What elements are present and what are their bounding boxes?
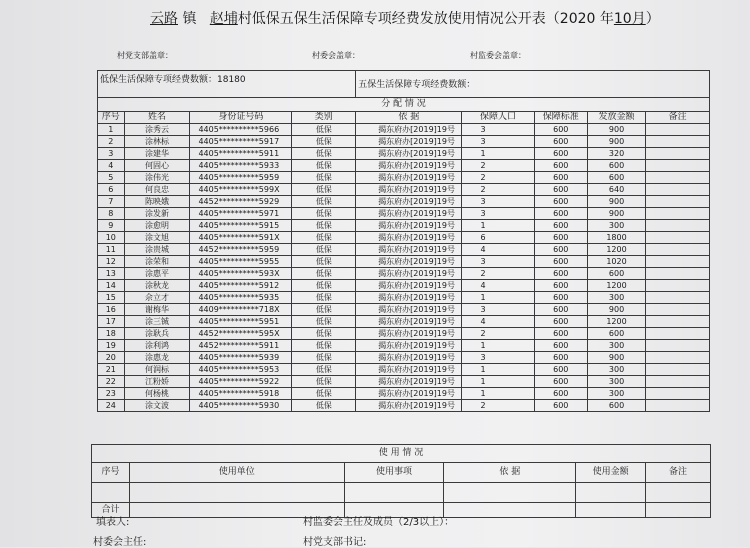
table-row [98, 172, 710, 184]
distribution-rows [98, 124, 710, 412]
cell-index: 2 [98, 136, 125, 148]
director-label: 村委会主任: [93, 537, 147, 548]
header-category: 类别 [292, 112, 356, 124]
cell-basis: 揭东府办[2019]19号 [356, 220, 462, 232]
cell-category: 低保 [292, 292, 356, 304]
cell-basis: 揭东府办[2019]19号 [356, 184, 462, 196]
cell-remark [646, 256, 710, 268]
cell-name: 涂惠龙 [124, 352, 190, 364]
cell-basis: 揭东府办[2019]19号 [356, 400, 462, 412]
cell-standard: 600 [534, 316, 587, 328]
cell-amount: 900 [587, 352, 645, 364]
header-standard: 保障标准 [534, 112, 587, 124]
table-row [98, 160, 710, 172]
table-row [98, 376, 710, 388]
cell-id-number: 4409**********718X [190, 304, 292, 316]
cell-remark [646, 280, 710, 292]
cell-basis: 揭东府办[2019]19号 [356, 172, 462, 184]
committee-stamp-label: 村委会盖章： [312, 51, 360, 60]
table-row [98, 208, 710, 220]
cell-basis: 揭东府办[2019]19号 [356, 124, 462, 136]
table-row [98, 400, 710, 412]
usage-table [91, 444, 711, 518]
cell-standard: 600 [534, 160, 587, 172]
table-row [98, 304, 710, 316]
table-row [98, 220, 710, 232]
table-row [98, 388, 710, 400]
table-row [98, 124, 710, 136]
cell-index: 19 [98, 340, 125, 352]
cell-index: 1 [98, 124, 125, 136]
cell-standard: 600 [534, 172, 587, 184]
distribution-header-row [98, 112, 710, 124]
cell-standard: 600 [534, 352, 587, 364]
cell-standard: 600 [534, 400, 587, 412]
cell-amount: 1800 [587, 232, 645, 244]
cell-population: 3 [462, 256, 534, 268]
header-amount: 发放金额 [587, 112, 645, 124]
cell-population: 1 [462, 364, 534, 376]
cell-amount: 640 [587, 184, 645, 196]
cell-amount: 600 [587, 160, 645, 172]
cell-population: 2 [462, 172, 534, 184]
cell-amount: 300 [587, 364, 645, 376]
cell-id-number: 4405**********5912 [190, 280, 292, 292]
cell-index: 11 [98, 244, 125, 256]
cell-basis: 揭东府办[2019]19号 [356, 280, 462, 292]
cell-basis: 揭东府办[2019]19号 [356, 208, 462, 220]
cell-category: 低保 [292, 148, 356, 160]
cell-remark [646, 328, 710, 340]
header-remark: 备注 [646, 112, 710, 124]
cell-id-number: 4452**********5911 [190, 340, 292, 352]
title-close: ） [645, 11, 660, 27]
cell-standard: 600 [534, 340, 587, 352]
cell-population: 3 [462, 304, 534, 316]
cell-id-number: 4405**********5911 [190, 148, 292, 160]
cell-remark [646, 364, 710, 376]
supervision-members-label: 村监委会主任及成员（2/3以上）： [303, 517, 455, 528]
cell-index: 21 [98, 364, 125, 376]
cell-amount: 300 [587, 292, 645, 304]
cell-name: 江粉娇 [124, 376, 190, 388]
supervision-stamp-label: 村监委会盖章： [470, 51, 526, 60]
cell-basis: 揭东府办[2019]19号 [356, 316, 462, 328]
cell-index: 6 [98, 184, 125, 196]
cell-category: 低保 [292, 352, 356, 364]
cell-category: 低保 [292, 280, 356, 292]
cell-basis: 揭东府办[2019]19号 [356, 376, 462, 388]
cell-population: 6 [462, 232, 534, 244]
cell-id-number: 4405**********5939 [190, 352, 292, 364]
cell-remark [646, 352, 710, 364]
cell-index: 15 [98, 292, 125, 304]
cell-category: 低保 [292, 172, 356, 184]
party-branch-stamp-label: 村党支部盖章： [117, 51, 173, 60]
cell-id-number: 4405**********5915 [190, 220, 292, 232]
cell-category: 低保 [292, 232, 356, 244]
header-index: 序号 [98, 112, 125, 124]
cell-name: 涂建华 [124, 148, 190, 160]
cell-id-number: 4452**********5959 [190, 244, 292, 256]
cell-basis: 揭东府办[2019]19号 [356, 304, 462, 316]
cell-remark [646, 124, 710, 136]
cell-standard: 600 [534, 292, 587, 304]
cell-id-number: 4405**********5918 [190, 388, 292, 400]
table-row [98, 136, 710, 148]
cell-category: 低保 [292, 160, 356, 172]
cell-category: 低保 [292, 400, 356, 412]
cell-category: 低保 [292, 244, 356, 256]
cell-amount: 300 [587, 376, 645, 388]
cell-name: 涂耿兵 [124, 328, 190, 340]
cell-basis: 揭东府办[2019]19号 [356, 232, 462, 244]
cell-remark [646, 148, 710, 160]
cell-standard: 600 [534, 376, 587, 388]
cell-index: 20 [98, 352, 125, 364]
cell-basis: 揭东府办[2019]19号 [356, 352, 462, 364]
cell-amount: 300 [587, 388, 645, 400]
cell-amount: 300 [587, 340, 645, 352]
village-name: 赵埔 [209, 11, 238, 27]
cell-basis: 揭东府办[2019]19号 [356, 148, 462, 160]
table-row [98, 328, 710, 340]
cell-remark [646, 340, 710, 352]
cell-amount: 900 [587, 304, 645, 316]
cell-basis: 揭东府办[2019]19号 [356, 268, 462, 280]
header-name: 姓名 [124, 112, 190, 124]
wubao-fund-amount: 五保生活保障专项经费数额： [356, 71, 710, 98]
cell-index: 17 [98, 316, 125, 328]
table-row [98, 232, 710, 244]
cell-standard: 600 [534, 196, 587, 208]
cell-population: 2 [462, 400, 534, 412]
town-suffix: 镇 [182, 11, 197, 27]
cell-basis: 揭东府办[2019]19号 [356, 292, 462, 304]
cell-remark [646, 196, 710, 208]
cell-population: 3 [462, 208, 534, 220]
cell-basis: 揭东府办[2019]19号 [356, 160, 462, 172]
cell-id-number: 4405**********5966 [190, 124, 292, 136]
cell-id-number: 4405**********5933 [190, 160, 292, 172]
cell-population: 3 [462, 136, 534, 148]
usage-header-remark: 备注 [646, 463, 711, 483]
table-row [98, 184, 710, 196]
cell-remark [646, 304, 710, 316]
cell-category: 低保 [292, 340, 356, 352]
cell-index: 13 [98, 268, 125, 280]
table-row [98, 292, 710, 304]
cell-name: 谢梅华 [124, 304, 190, 316]
cell-amount: 600 [587, 172, 645, 184]
usage-header-index: 序号 [92, 463, 130, 483]
table-row [98, 148, 710, 160]
cell-remark [646, 136, 710, 148]
header-basis: 依 据 [356, 112, 462, 124]
cell-amount: 320 [587, 148, 645, 160]
cell-population: 1 [462, 220, 534, 232]
cell-population: 3 [462, 196, 534, 208]
cell-population: 1 [462, 148, 534, 160]
usage-header-row [92, 463, 711, 483]
cell-id-number: 4405**********5971 [190, 208, 292, 220]
cell-amount: 600 [587, 268, 645, 280]
cell-index: 14 [98, 280, 125, 292]
cell-id-number: 4405**********5959 [190, 172, 292, 184]
cell-index: 8 [98, 208, 125, 220]
cell-basis: 揭东府办[2019]19号 [356, 328, 462, 340]
cell-id-number: 4405**********5935 [190, 292, 292, 304]
table-row [98, 268, 710, 280]
cell-name: 涂贵城 [124, 244, 190, 256]
cell-category: 低保 [292, 328, 356, 340]
cell-name: 何良忠 [124, 184, 190, 196]
cell-name: 涂秀云 [124, 124, 190, 136]
cell-category: 低保 [292, 220, 356, 232]
cell-index: 18 [98, 328, 125, 340]
cell-index: 5 [98, 172, 125, 184]
cell-category: 低保 [292, 208, 356, 220]
table-row [98, 352, 710, 364]
cell-category: 低保 [292, 196, 356, 208]
usage-section-title: 使 用 情 况 [92, 445, 711, 463]
cell-population: 4 [462, 316, 534, 328]
cell-name: 涂惠平 [124, 268, 190, 280]
cell-remark [646, 160, 710, 172]
cell-amount: 1200 [587, 244, 645, 256]
cell-amount: 1200 [587, 316, 645, 328]
cell-name: 何润标 [124, 364, 190, 376]
cell-population: 4 [462, 244, 534, 256]
cell-remark [646, 376, 710, 388]
table-row [98, 316, 710, 328]
usage-empty-row [92, 483, 711, 503]
cell-standard: 600 [534, 148, 587, 160]
cell-amount: 1200 [587, 280, 645, 292]
cell-standard: 600 [534, 220, 587, 232]
usage-header-amount: 使用金额 [576, 463, 646, 483]
cell-index: 7 [98, 196, 125, 208]
cell-index: 12 [98, 256, 125, 268]
cell-index: 24 [98, 400, 125, 412]
cell-name: 涂利鸿 [124, 340, 190, 352]
cell-id-number: 4405**********5953 [190, 364, 292, 376]
cell-amount: 300 [587, 220, 645, 232]
cell-standard: 600 [534, 184, 587, 196]
cell-id-number: 4405**********5917 [190, 136, 292, 148]
cell-name: 涂林标 [124, 136, 190, 148]
cell-basis: 揭东府办[2019]19号 [356, 244, 462, 256]
cell-amount: 900 [587, 136, 645, 148]
secretary-label: 村党支部书记: [303, 537, 367, 548]
cell-standard: 600 [534, 208, 587, 220]
cell-name: 涂文波 [124, 400, 190, 412]
cell-index: 16 [98, 304, 125, 316]
cell-name: 涂伟光 [124, 172, 190, 184]
cell-name: 何固心 [124, 160, 190, 172]
cell-name: 涂荣和 [124, 256, 190, 268]
cell-standard: 600 [534, 304, 587, 316]
cell-standard: 600 [534, 256, 587, 268]
cell-index: 3 [98, 148, 125, 160]
cell-id-number: 4405**********599X [190, 184, 292, 196]
cell-remark [646, 244, 710, 256]
usage-header-unit: 使用单位 [129, 463, 344, 483]
cell-standard: 600 [534, 280, 587, 292]
cell-population: 1 [462, 340, 534, 352]
cell-population: 3 [462, 124, 534, 136]
cell-category: 低保 [292, 256, 356, 268]
cell-standard: 600 [534, 328, 587, 340]
cell-category: 低保 [292, 316, 356, 328]
cell-index: 9 [98, 220, 125, 232]
cell-name: 陈映娥 [124, 196, 190, 208]
cell-remark [646, 292, 710, 304]
cell-amount: 600 [587, 328, 645, 340]
cell-id-number: 4405**********593X [190, 268, 292, 280]
cell-index: 23 [98, 388, 125, 400]
cell-category: 低保 [292, 388, 356, 400]
cell-standard: 600 [534, 136, 587, 148]
cell-id-number: 4405**********5951 [190, 316, 292, 328]
cell-amount: 600 [587, 400, 645, 412]
cell-standard: 600 [534, 124, 587, 136]
cell-category: 低保 [292, 268, 356, 280]
cell-name: 佘立才 [124, 292, 190, 304]
cell-index: 10 [98, 232, 125, 244]
cell-remark [646, 184, 710, 196]
cell-category: 低保 [292, 376, 356, 388]
cell-category: 低保 [292, 124, 356, 136]
cell-remark [646, 172, 710, 184]
cell-amount: 900 [587, 124, 645, 136]
cell-amount: 900 [587, 208, 645, 220]
cell-category: 低保 [292, 184, 356, 196]
cell-amount: 900 [587, 196, 645, 208]
table-row [98, 196, 710, 208]
usage-total-label: 合计 [92, 503, 130, 518]
header-id-number: 身份证号码 [190, 112, 292, 124]
cell-population: 1 [462, 376, 534, 388]
cell-id-number: 4405**********5930 [190, 400, 292, 412]
cell-remark [646, 388, 710, 400]
cell-basis: 揭东府办[2019]19号 [356, 196, 462, 208]
cell-population: 3 [462, 352, 534, 364]
cell-remark [646, 208, 710, 220]
cell-name: 涂秋龙 [124, 280, 190, 292]
cell-index: 22 [98, 376, 125, 388]
cell-category: 低保 [292, 304, 356, 316]
cell-name: 涂三铖 [124, 316, 190, 328]
distribution-table [97, 70, 710, 412]
distribution-section-title: 分 配 情 况 [98, 98, 710, 112]
page-title [150, 8, 660, 28]
usage-section-row [92, 445, 711, 463]
cell-remark [646, 232, 710, 244]
cell-standard: 600 [534, 232, 587, 244]
table-row [98, 256, 710, 268]
cell-basis: 揭东府办[2019]19号 [356, 256, 462, 268]
cell-category: 低保 [292, 364, 356, 376]
usage-header-matter: 使用事项 [344, 463, 444, 483]
cell-standard: 600 [534, 364, 587, 376]
title-month: 10月 [613, 11, 646, 27]
funds-row [98, 71, 710, 98]
table-row [98, 340, 710, 352]
cell-standard: 600 [534, 244, 587, 256]
cell-remark [646, 268, 710, 280]
cell-category: 低保 [292, 136, 356, 148]
cell-population: 2 [462, 184, 534, 196]
cell-id-number: 4405**********5922 [190, 376, 292, 388]
cell-name: 涂文旭 [124, 232, 190, 244]
cell-population: 2 [462, 328, 534, 340]
cell-population: 2 [462, 268, 534, 280]
cell-amount: 1020 [587, 256, 645, 268]
table-row [98, 280, 710, 292]
cell-remark [646, 316, 710, 328]
title-text: 村低保五保生活保障专项经费发放使用情况公开表（2020 年 [237, 11, 614, 27]
dibao-fund-amount: 低保生活保障专项经费数额：18180 [98, 71, 356, 98]
cell-basis: 揭东府办[2019]19号 [356, 388, 462, 400]
cell-name: 何杨桃 [124, 388, 190, 400]
cell-name: 涂发新 [124, 208, 190, 220]
distribution-section-row [98, 98, 710, 112]
cell-basis: 揭东府办[2019]19号 [356, 340, 462, 352]
cell-population: 2 [462, 160, 534, 172]
cell-name: 涂愈明 [124, 220, 190, 232]
table-row [98, 364, 710, 376]
cell-id-number: 4405**********591X [190, 232, 292, 244]
cell-remark [646, 400, 710, 412]
header-population: 保障人口 [462, 112, 534, 124]
filler-label: 填表人: [96, 517, 130, 528]
cell-population: 1 [462, 292, 534, 304]
cell-population: 4 [462, 280, 534, 292]
cell-standard: 600 [534, 388, 587, 400]
cell-id-number: 4405**********5955 [190, 256, 292, 268]
cell-index: 4 [98, 160, 125, 172]
usage-header-basis: 依 据 [444, 463, 576, 483]
town-name: 云路 [150, 11, 178, 27]
cell-id-number: 4452**********5929 [190, 196, 292, 208]
cell-population: 1 [462, 388, 534, 400]
cell-id-number: 4452**********595X [190, 328, 292, 340]
cell-remark [646, 220, 710, 232]
cell-basis: 揭东府办[2019]19号 [356, 364, 462, 376]
cell-basis: 揭东府办[2019]19号 [356, 136, 462, 148]
table-row [98, 244, 710, 256]
cell-standard: 600 [534, 268, 587, 280]
